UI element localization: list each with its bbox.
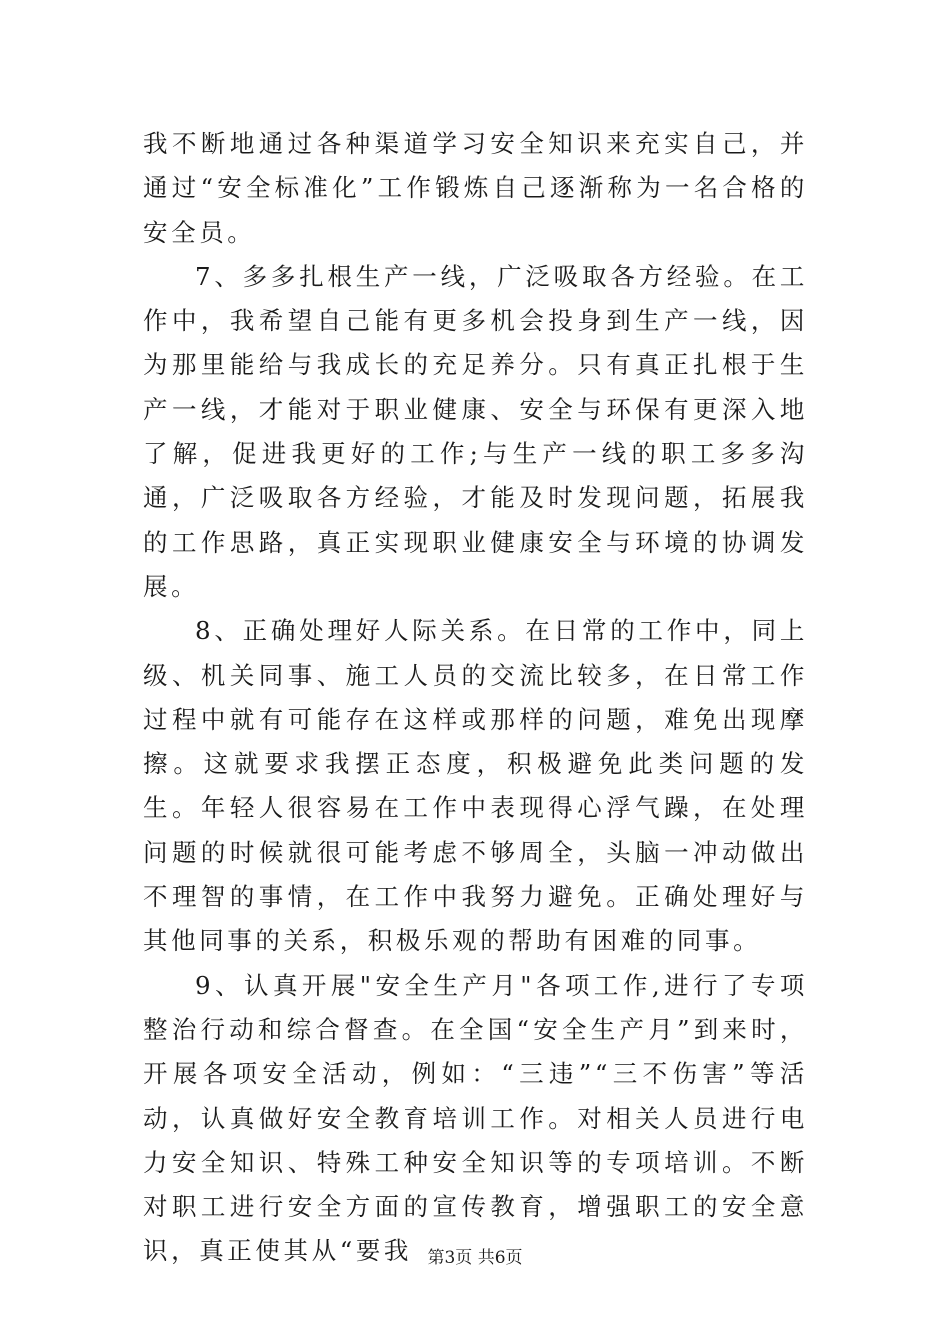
page-number-footer: 第3页 共6页 (427, 1248, 523, 1268)
document-body (143, 122, 808, 1274)
paragraph-item-9: 9、认真开展"安全生产月"各项工作,进行了专项整治行动和综合督查。在全国“安全生产月”到来时，开展各项安全活动，例如：“三违”“三不伤害”等活动，认真做好安全教育培训工作。对相关人员进行电力安全知识、特殊工种安全知识等的专项培训。不断对职工进行安全方面的宣传教育，增强职工的安全意识，真正使其从“要我 (143, 970, 808, 1266)
paragraph-continuation: 我不断地通过各种渠道学习安全知识来充实自己，并通过“安全标准化”工作锻炼自己逐渐称为一名合格的安全员。 (143, 129, 808, 247)
paragraph-item-8: 8、正确处理好人际关系。在日常的工作中，同上级、机关同事、施工人员的交流比较多，在日常工作过程中就有可能存在这样或那样的问题，难免出现摩擦。这就要求我摆正态度，积极避免此类问题的发生。年轻人很容易在工作中表现得心浮气躁，在处理问题的时候就很可能考虑不够周全，头脑一冲动做出不理智的事情，在工作中我努力避免。正确处理好与其他同事的关系，积极乐观的帮助有困难的同事。 (143, 616, 808, 956)
paragraph-item-7: 7、多多扎根生产一线，广泛吸取各方经验。在工作中，我希望自己能有更多机会投身到生产一线，因为那里能给与我成长的充足养分。只有真正扎根于生产一线，才能对于职业健康、安全与环保有更深入地了解，促进我更好的工作;与生产一线的职工多多沟通，广泛吸取各方经验，才能及时发现问题，拓展我的工作思路，真正实现职业健康安全与环境的协调发展。 (143, 261, 808, 601)
